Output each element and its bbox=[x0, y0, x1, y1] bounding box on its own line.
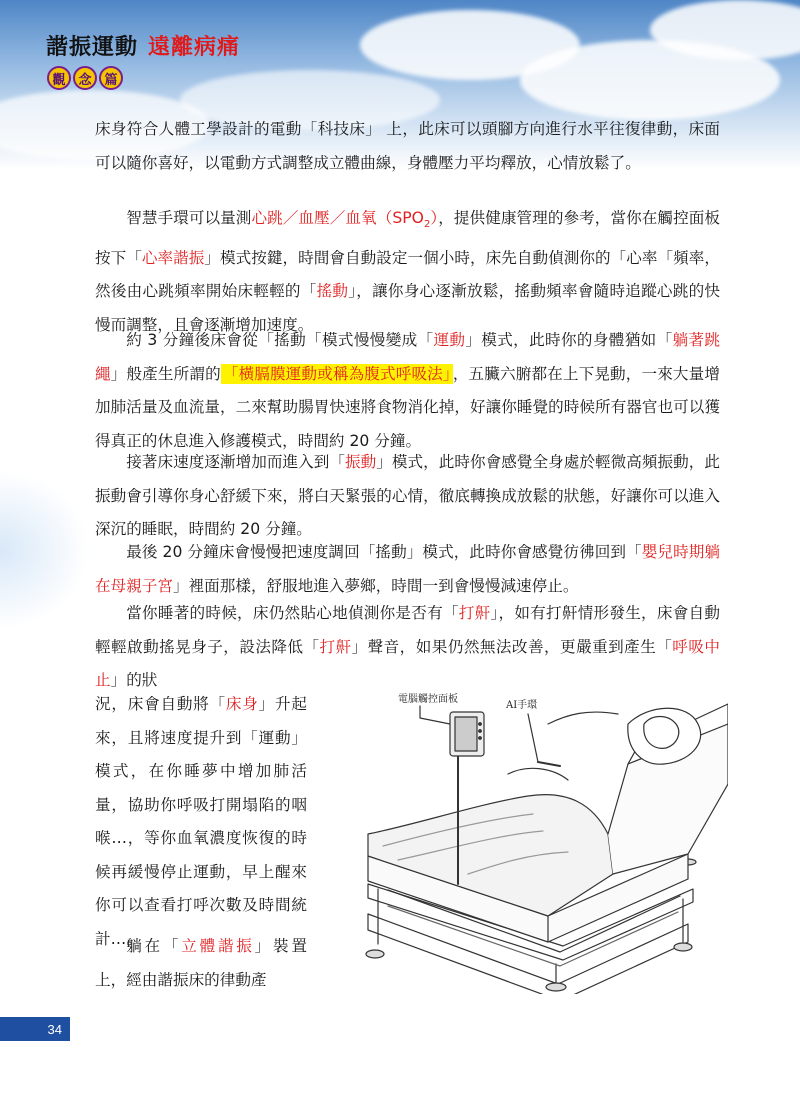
highlight-apnea: 呼吸中止 bbox=[95, 637, 720, 689]
paragraph-exercise-mode: 約 3 分鐘後床會從「搖動「模式慢慢變成「運動」模式，此時你的身體猶如「躺著跳繩」般產生所謂的 「橫膈膜運動或稱為腹式呼吸法」 ，五臟六腑都在上下晃動，一來大量增加肺活量及血流量，二來幫助腸胃快速將食物消化掉，好讓你睡覺的時候所有器官也可以獲得真正的休息進入修護模式，時間約 20 分鐘。 bbox=[95, 331, 720, 450]
section-tag-char: 念 bbox=[73, 66, 97, 90]
highlight-rocking: 搖動 bbox=[316, 282, 349, 301]
highlight-vibration: 振動 bbox=[344, 453, 377, 471]
paragraph-3d-resonance: 躺在「立體諧振」裝置上，經由諧振床的律動產 bbox=[95, 937, 307, 989]
highlight-snoring: 打鼾 bbox=[458, 604, 491, 622]
book-title-main: 諧振運動 bbox=[46, 34, 139, 60]
book-title bbox=[46, 30, 240, 61]
paragraph-tech-bed: 床身符合人體工學設計的電動「科技床」 上，此床可以頭腳方向進行水平往復律動，床面可以隨你喜好，以電動方式調整成立體曲線，身體壓力平均釋放，心情放鬆了。 bbox=[95, 120, 720, 172]
page-number-tab bbox=[0, 1017, 70, 1041]
highlight-jump-rope: 躺著跳繩 bbox=[95, 331, 720, 383]
highlight-bed-body: 床身 bbox=[225, 695, 259, 713]
paragraph-smart-band: 智慧手環可以量測心跳／血壓／血氧$(SPO_2)$，提供健康管理的參考，當你在觸控面板按下「心率諧振」模式按鍵，時間會自動設定一個小時，床先自動偵測你的「心率「頻率，然後由心跳頻率開始床輕輕的「搖動」，讓你身心逐漸放鬆，搖動頻率會隨時追蹤心跳的快慢而調整，且會逐漸增加速度。 bbox=[95, 209, 720, 334]
section-tag bbox=[47, 66, 123, 90]
page-number: 34 bbox=[47, 1021, 62, 1037]
highlight-womb: 嬰兒時期躺在母親子宮 bbox=[95, 543, 720, 595]
paragraph-final-rocking: 最後 20 分鐘床會慢慢把速度調回「搖動」模式，此時你會感覺彷彿回到「嬰兒時期躺在母親子宮」裡面那樣，舒服地進入夢鄉，時間一到會慢慢減速停止。 bbox=[95, 543, 720, 595]
paragraph-apnea-response: 況，床會自動將「床身」升起來，且將速度提升到「運動」模式，在你睡夢中增加肺活量，協助你呼吸打開塌陷的咽喉…，等你血氧濃度恢復的時候再緩慢停止運動，早上醒來你可以查看打呼次數及時間統計…。 bbox=[95, 695, 307, 948]
highlight-snoring-sound: 打鼾 bbox=[319, 637, 352, 656]
paragraph-snoring: 當你睡著的時候，床仍然貼心地偵測你是否有「打鼾」，如有打鼾情形發生，床會自動輕輕啟動搖晃身子，設法降低「打鼾」聲音，如果仍然無法改善，更嚴重到產生「呼吸中止」的狀 bbox=[95, 604, 720, 689]
highlight-heart-rate-mode: 心率諧振 bbox=[141, 248, 205, 267]
paragraph-vibration-mode: 接著床速度逐漸增加而進入到「振動」模式，此時你會感覺全身處於輕微高頻振動，此振動會引導你身心舒緩下來，將白天緊張的心情，徹底轉換成放鬆的狀態，好讓你可以進入深沉的睡眠，時間約 20 分鐘。 bbox=[95, 453, 720, 538]
side-glow bbox=[0, 470, 90, 630]
highlight-exercise: 運動 bbox=[433, 331, 466, 349]
section-tag-char: 觀 bbox=[47, 66, 71, 90]
section-tag-char: 篇 bbox=[99, 66, 123, 90]
highlight-vitals: 心跳／血壓／血氧$(SPO_2)$ bbox=[251, 209, 439, 231]
book-title-sub: 遠離病痛 bbox=[148, 34, 241, 60]
label-touch-panel: 電腦觸控面板 bbox=[398, 694, 458, 705]
highlight-diaphragm-breathing: 「橫膈膜運動或稱為腹式呼吸法」 bbox=[222, 364, 451, 383]
label-ai-band: AI手環 bbox=[506, 700, 538, 711]
highlight-3d-resonance: 立體諧振 bbox=[181, 937, 255, 955]
smart-bed-illustration bbox=[328, 684, 728, 994]
